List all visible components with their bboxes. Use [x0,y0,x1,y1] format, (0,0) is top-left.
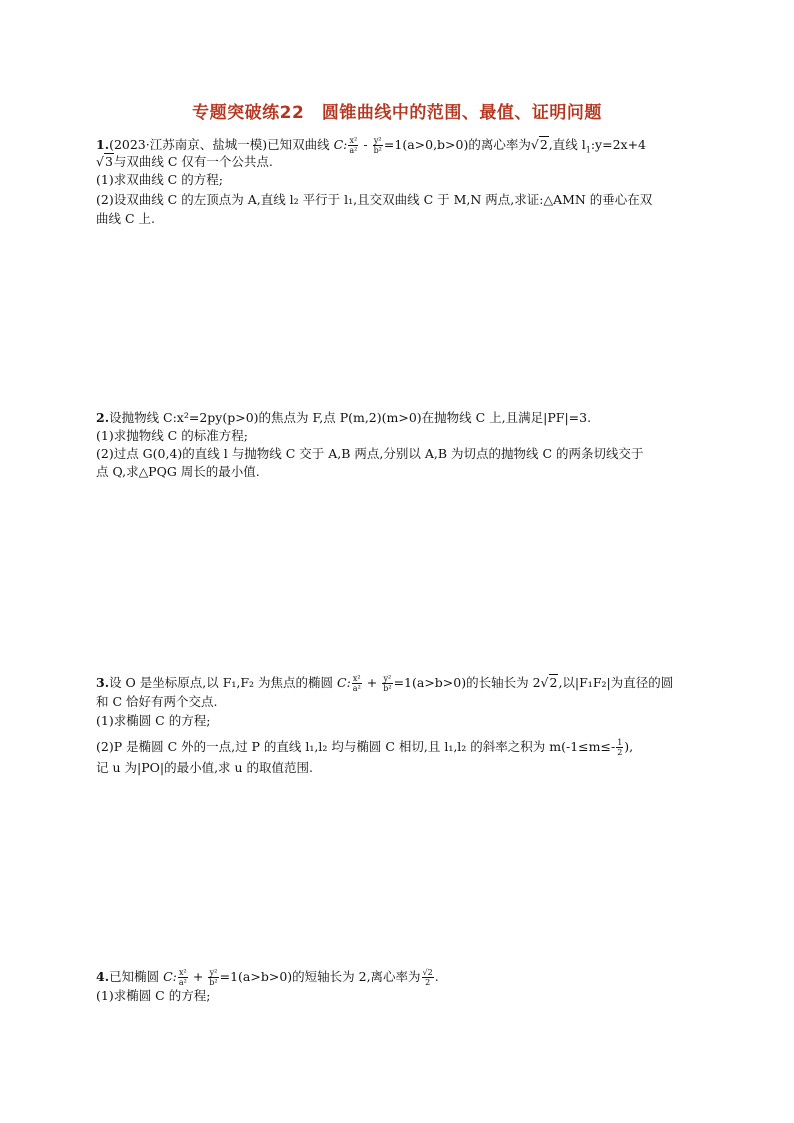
problem-number: 4. [96,969,110,984]
equation-text: =1(a>b>0)的长轴长为 2 [393,675,541,690]
math-c: C: [337,675,351,690]
math-c: C: [163,969,177,984]
fraction-y2-b2: $\frac{\text{y²}}{\text{b²}}$ [383,674,392,693]
problem-2-line-1 [96,410,591,426]
problem-text: 设 O 是坐标原点,以 F₁,F₂ 为焦点的椭圆 [109,675,334,690]
fraction-sqrt2-2: $\frac{√2}{2}$ [422,968,433,987]
fraction-x2-a2: $\frac{\text{x²}}{\text{a²}}$ [352,674,361,693]
fraction-x2-a2: $\frac{\text{x²}}{\text{a²}}$ [178,968,187,987]
problem-4-part-1: (1)求椭圆 C 的方程; [96,988,211,1003]
problem-4-line-1 [96,968,439,987]
sqrt-2: √2 [540,675,558,690]
problem-3-line-1 [96,674,673,693]
problem-text: 设抛物线 C:x²=2py(p>0)的焦点为 F,点 P(m,2)(m>0)在抛物线 C 上,且满足|PF|=3. [109,410,592,425]
equation-text: =1(a>0,b>0)的离心率为 [383,137,531,152]
problem-1-part-2: (2)设双曲线 C 的左顶点为 A,直线 l₂ 平行于 l₁,且交双曲线 C 于 M,N 两点,求证:△AMN 的垂心在双 [96,192,653,207]
fraction-x2-a2: $\frac{\text{x²}}{\text{a²}}$ [349,136,358,155]
fraction-1-2: $\frac{1}{2}$ [617,738,623,757]
problem-3-part-1: (1)求椭圆 C 的方程; [96,713,211,728]
problem-2-part-2-cont: 点 Q,求△PQG 周长的最小值. [96,464,260,479]
line-text: ,以|F₁F₂|为直径的圆 [558,675,674,690]
line-equation: :y=2x+4 [590,137,647,152]
page-title: 专题突破练22 圆锥曲线中的范围、最值、证明问题 [192,103,602,123]
problem-3-part-2 [96,738,633,757]
problem-number: 3. [96,675,110,690]
subscript: 1 [585,145,591,155]
line-text: ), [624,739,634,754]
problem-text: 与双曲线 C 仅有一个公共点. [113,154,273,169]
problem-3-part-2-cont: 记 u 为|PO|的最小值,求 u 的取值范围. [96,760,314,775]
line-text: ,直线 l [548,137,586,152]
problem-1-part-1: (1)求双曲线 C 的方程; [96,172,223,187]
problem-1-line-2 [96,154,273,170]
plus-sign: + [192,969,204,984]
problem-2-part-2: (2)过点 G(0,4)的直线 l 与抛物线 C 交于 A,B 两点,分别以 A,B 为切点的抛物线 C 的两条切线交于 [96,446,644,461]
problem-text: (2)P 是椭圆 C 外的一点,过 P 的直线 l₁,l₂ 均与椭圆 C 相切,且 l₁,l₂ 的斜率之积为 m(-1≤m≤- [96,739,616,754]
sqrt-2: √2 [530,137,548,152]
problem-text: (2023·江苏南京、盐城一模)已知双曲线 [109,137,330,152]
fraction-y2-b2: $\frac{\text{y²}}{\text{b²}}$ [373,136,382,155]
problem-2-part-1: (1)求抛物线 C 的标准方程; [96,428,248,443]
equation-text: =1(a>b>0)的短轴长为 2,离心率为 [219,969,421,984]
math-c: C: [333,137,348,152]
problem-number: 2. [96,410,110,425]
line-text: . [434,969,439,984]
minus-sign: - [363,137,368,152]
sqrt-3: √3 [96,154,113,169]
problem-number: 1. [96,137,110,152]
fraction-y2-b2: $\frac{\text{y²}}{\text{b²}}$ [209,968,218,987]
problem-text: 已知椭圆 [109,969,160,984]
problem-1-part-2-cont: 曲线 C 上. [96,211,155,226]
plus-sign: + [366,675,378,690]
problem-3-line-2: 和 C 恰好有两个交点. [96,694,218,709]
